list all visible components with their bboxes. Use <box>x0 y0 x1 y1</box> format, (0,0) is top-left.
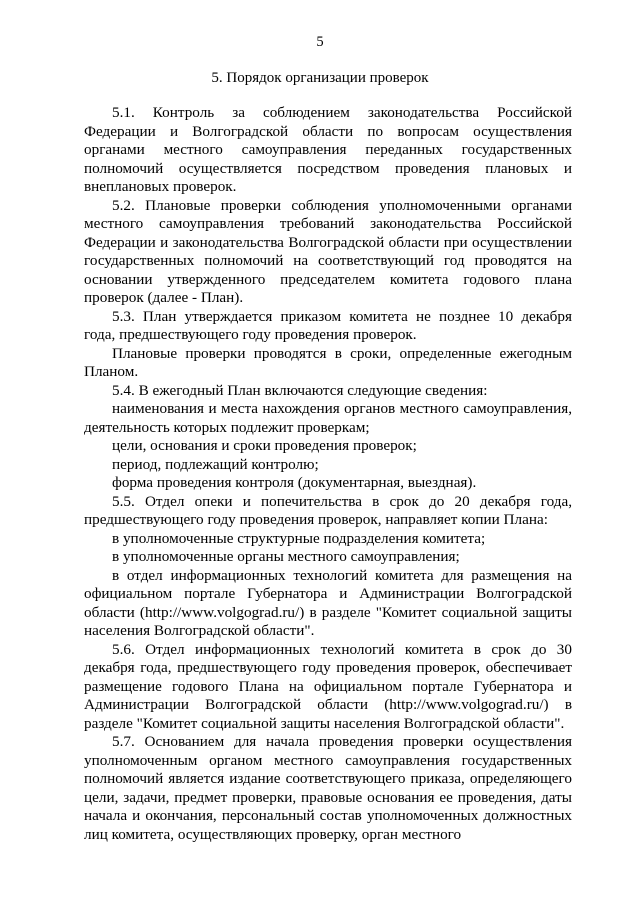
list-item-form: форма проведения контроля (документарная, выездная). <box>112 474 477 491</box>
document-body <box>84 104 572 844</box>
paragraph-plan-terms: Плановые проверки проводятся в сроки, определенные ежегодным Планом. <box>84 344 572 380</box>
list-item-it-department: в отдел информационных технологий комитета для размещения на официальном портале Губернатора и Администрации Волгоградской области (http://www.volgograd.ru/) в разделе "Комитет социальной защиты населения Волгоградской области". <box>84 566 572 639</box>
paragraph-5-5: 5.5. Отдел опеки и попечительства в срок до 20 декабря года, предшествующего году проведения проверок, направляет копии Плана: <box>84 492 572 528</box>
section-title: 5. Порядок организации проверок <box>211 70 429 86</box>
paragraph-5-4: 5.4. В ежегодный План включаются следующие сведения: <box>112 381 488 399</box>
list-item-period: период, подлежащий контролю; <box>112 455 319 473</box>
paragraph-5-1: 5.1. Контроль за соблюдением законодательства Российской Федерации и Волгоградской области по вопросам осуществления органами местного самоуправления переданных государственных полномочий осуществляется посредством проведения плановых и внеплановых проверок. <box>84 104 572 195</box>
page-number: 5 <box>316 34 324 50</box>
list-item-goals: цели, основания и сроки проведения проверок; <box>112 437 417 454</box>
list-item-names: наименования и места нахождения органов местного самоуправления, деятельность которых подлежит проверкам; <box>84 400 572 436</box>
list-item-local-bodies: в уполномоченные органы местного самоуправления; <box>112 548 460 565</box>
paragraph-5-7: 5.7. Основанием для начала проведения проверки осуществления уполномоченным органом местного самоуправления государственных полномочий является издание соответствующего приказа, определяющего цели, задачи, предмет проверки, правовые основания ее проведения, даты начала и окончания, персональный состав уполномоченных должностных лиц комитета, осуществляющих проверку, орган местного <box>84 733 572 843</box>
paragraph-5-3: 5.3. План утверждается приказом комитета не позднее 10 декабря года, предшествующего году проведения проверок. <box>84 307 572 343</box>
list-item-subdivisions: в уполномоченные структурные подразделения комитета; <box>112 529 486 547</box>
paragraph-5-6: 5.6. Отдел информационных технологий комитета в срок до 30 декабря года, предшествующего году проведения проверок, обеспечивает размещение годового Плана на официальном портале Губернатора и Администрации Волгоградской области (http://www.volgograd.ru/) в разделе "Комитет социальной защиты населения Волгоградской области". <box>84 640 572 732</box>
paragraph-5-2: 5.2. Плановые проверки соблюдения уполномоченными органами местного самоуправления требований законодательства Российской Федерации и законодательства Волгоградской области при осуществлении государственных полномочий на соответствующий год проводятся на основании утвержденного председателем комитета годового плана проверок (далее - План). <box>84 196 572 306</box>
